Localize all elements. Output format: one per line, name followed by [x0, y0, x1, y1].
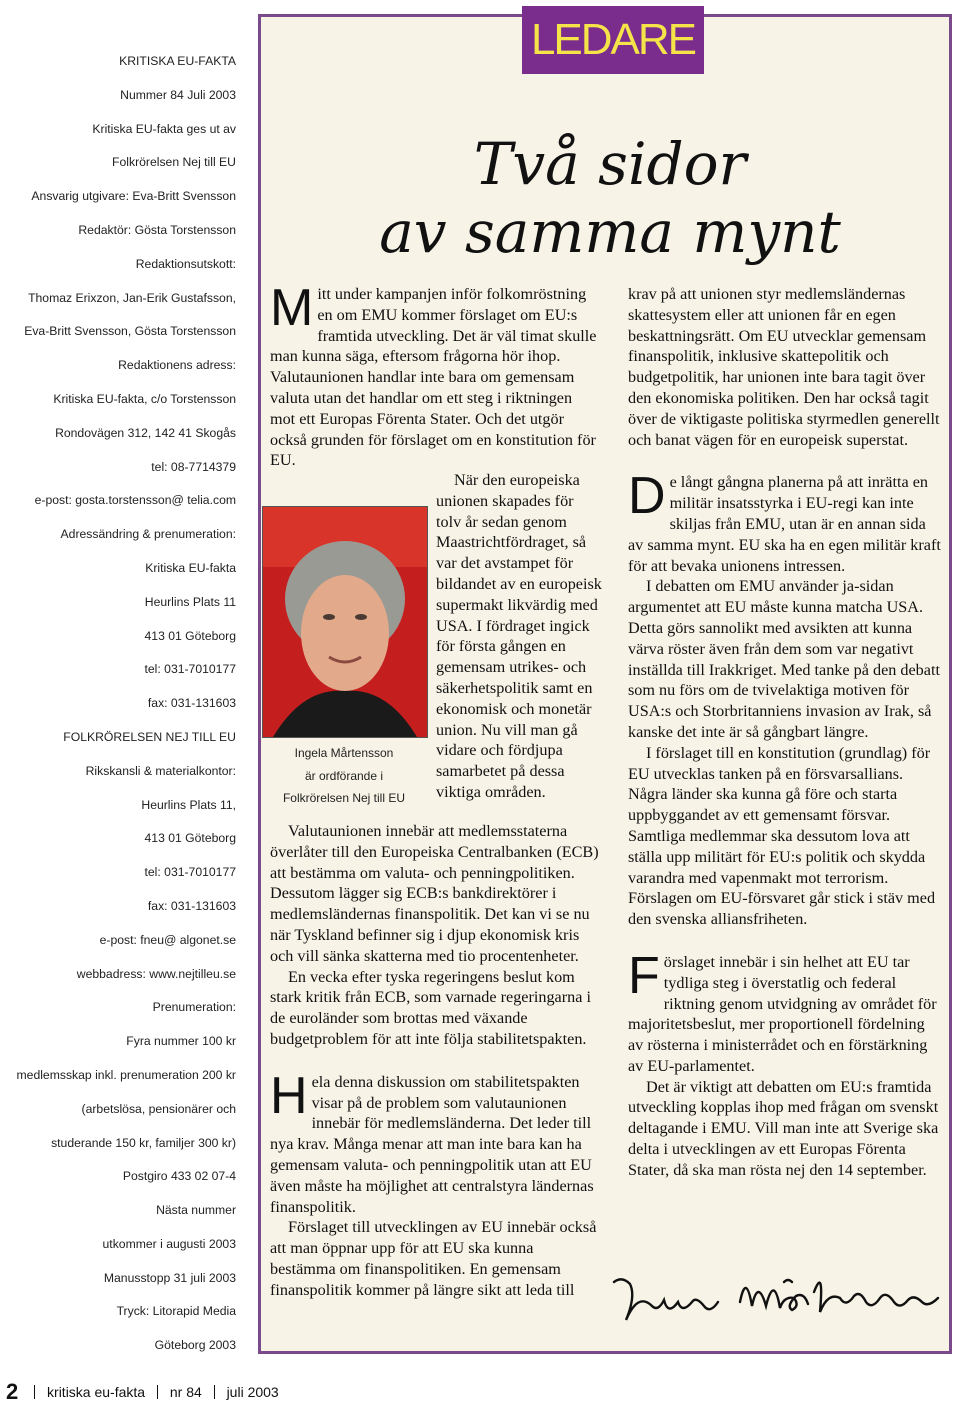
masthead-line: FOLKRÖRELSEN NEJ TILL EU — [63, 729, 236, 744]
paragraph: En vecka efter tyska regeringens beslut kom stark kritik från ECB, som varnade regeringarna i de euroländer som brottas med växande budgetproblem för att inte följa stabilitetspakten. — [270, 967, 591, 1048]
page-footer — [6, 1379, 279, 1405]
masthead-line: Manusstopp 31 juli 2003 — [103, 1270, 236, 1285]
drop-cap: D — [628, 467, 666, 526]
masthead-line: Prenumeration: — [152, 1000, 236, 1015]
masthead-line: utkommer i augusti 2003 — [102, 1236, 236, 1251]
masthead-line: Postgiro 433 02 07-4 — [122, 1169, 236, 1184]
masthead-line: medlemsskap inkl. prenumeration 200 kr — [16, 1067, 236, 1082]
article-title — [260, 130, 960, 266]
masthead-line: Ansvarig utgivare: Eva-Britt Svensson — [31, 189, 236, 204]
column-1-narrow — [436, 470, 602, 803]
masthead-line: tel: 031-7010177 — [144, 865, 236, 880]
masthead-line: Heurlins Plats 11, — [141, 797, 236, 812]
masthead-line: Rikskansli & materialkontor: — [85, 763, 236, 778]
footer-divider — [157, 1385, 158, 1399]
handwritten-signature — [608, 1262, 952, 1334]
masthead-line: Eva-Britt Svensson, Gösta Torstensson — [24, 324, 236, 339]
column-1-bottom — [270, 821, 600, 1301]
masthead-line: Kritiska EU-fakta, c/o Torstensson — [53, 391, 236, 406]
footer-publication: kritiska eu-fakta — [47, 1384, 146, 1400]
masthead-line: Nästa nummer — [156, 1203, 236, 1218]
drop-cap: M — [270, 279, 314, 337]
caption-org: Folkrörelsen Nej till EU — [282, 791, 406, 805]
masthead — [0, 44, 236, 1362]
masthead-line: Folkrörelsen Nej till EU — [112, 155, 236, 170]
masthead-line: fax: 031-131603 — [147, 696, 236, 711]
page-number: 2 — [6, 1379, 19, 1404]
paragraph: örslaget innebär i sin helhet att EU tar tydliga steg i överstatlig och federal riktning genom utvidgning av området för majoritetsbeslut, mer proportionell fördelning av rösterna i ministerrådet och en förstärkning av EU-parlamentet. — [628, 952, 937, 1075]
masthead-line: 413 01 Göteborg — [144, 628, 236, 643]
paragraph: Det är viktigt att debatten om EU:s framtida utveckling kopplas ihop med frågan om svenskt deltagande i EMU. Vill man inte att Sverige ska delta i utvecklingen av ett Europas Förenta Stater, då ska man rösta nej den 14 september. — [628, 1077, 939, 1179]
masthead-line: Kritiska EU-fakta — [145, 560, 236, 575]
paragraph: ela denna diskussion om stabilitetspakten visar på de problem som valutaunionen innebär för medlemsländerna. Det leder till nya krav. Många menar att man inte bara kan ha gemensam valuta- och penningpolitik utan att EU även måste ha möjlighet att centralstyra ländernas finanspolitik. — [270, 1072, 594, 1216]
masthead-line: Adressändring & prenumeration: — [60, 527, 236, 542]
photo-caption — [262, 742, 426, 810]
masthead-line: Redaktionsutskott: — [135, 256, 236, 271]
paragraph: krav på att unionen styr medlemsländernas skattesystem eller att unionen får en egen beskattningsrätt. Om EU utvecklar gemensam finanspolitik, inklusive skattepolitik och budgetpolitik, har unionen inte bara tagit över den ekonomiska politiken. Den har också tagit över de viktigaste politiska styrmedlen generellt och banat vägen för en europeisk superstat. — [628, 285, 940, 449]
drop-cap: F — [628, 946, 660, 1005]
paragraph: Valutaunionen innebär att medlemsstaterna överlåter till den Europeiska Centralbanken (ECB) att bestämma om valuta- och penningpolitiken. Dessutom lägger sig ECB:s bankdirektörer i medlemsländernas finanspolitik. Det kan vi se nu när Tyskland befinner sig i djup ekonomisk kris och vill sänka skatterna med tio procentenheter. — [270, 822, 599, 965]
masthead-line: Rondovägen 312, 142 41 Skogås — [55, 425, 236, 440]
column-1-top — [270, 279, 600, 471]
paragraph: itt under kampanjen inför folkomröstning en om EMU kommer förslaget om EU:s framtida utveckling. Det är väl timat skulle man kunna säga, eftersom frågorna hör ihop. Valutaunionen handlar inte bara om gemensam valuta utan det handlar om ett steg i riktningen mot ett Europas Förenta Stater. Och det utgör också grunden för förslaget om en konstitution för EU. — [270, 285, 597, 470]
masthead-line: tel: 08-7714379 — [151, 459, 236, 474]
paragraph: I debatten om EMU använder ja-sidan argumentet att EU måste kunna matcha USA. Detta görs sannolikt med avsikten att kunna värva röster även från dem som var negativt inställda till Irakkriget. Med tanke på den debatt som nu förs om de tvivelaktiga motiven för USA:s och Storbritanniens invasion av Irak, så kanske det inte är så gångbart längre. — [628, 577, 940, 741]
masthead-line: Heurlins Plats 11 — [144, 594, 236, 609]
masthead-line: Redaktör: Gösta Torstensson — [78, 222, 236, 237]
masthead-line: (arbetslösa, pensionärer och — [81, 1101, 236, 1116]
masthead-line: e-post: gosta.torstensson@ telia.com — [34, 493, 236, 508]
paragraph: e långt gångna planerna på att inrätta en militär insatsstyrka i EU-regi kan inte skiljas från EMU, utan är en annan sida av samma mynt. EU ska ha en egen militär kraft för att bevaka unionens intressen. — [628, 473, 941, 575]
masthead-line: Redaktionens adress: — [118, 358, 236, 373]
masthead-line: Nummer 84 Juli 2003 — [120, 87, 236, 102]
caption-role: är ordförande i — [304, 768, 384, 783]
masthead-line: KRITISKA EU-FAKTA — [119, 54, 236, 68]
paragraph: Förslaget till utvecklingen av EU innebär också att man öppnar upp för att EU ska kunna bestämma om finanspolitiken. En gemensam finanspolitik kommer på längre sikt att leda till — [270, 1218, 597, 1299]
column-2 — [628, 284, 942, 1181]
title-line-2: av samma mynt — [379, 198, 841, 266]
masthead-line: e-post: fneu@ algonet.se — [99, 932, 236, 947]
masthead-line: Kritiska EU-fakta ges ut av — [92, 121, 236, 136]
masthead-line: Tryck: Litorapid Media — [116, 1304, 236, 1319]
drop-cap: H — [270, 1066, 308, 1125]
title-line-1: Två sidor — [473, 130, 747, 198]
caption-name: Ingela Mårtensson — [294, 746, 394, 760]
masthead-line: Göteborg 2003 — [154, 1338, 236, 1353]
masthead-line: Fyra nummer 100 kr — [126, 1034, 236, 1049]
masthead-line: webbadress: www.nejtilleu.se — [76, 966, 236, 981]
footer-issue: nr 84 — [169, 1384, 202, 1400]
footer-divider — [214, 1385, 215, 1399]
masthead-line: studerande 150 kr, familjer 300 kr) — [51, 1135, 236, 1150]
portrait-image — [263, 507, 427, 737]
footer-date: juli 2003 — [226, 1384, 279, 1400]
masthead-line: tel: 031-7010177 — [144, 662, 236, 677]
footer-divider — [34, 1385, 35, 1399]
portrait-photo — [262, 506, 428, 738]
masthead-line: Thomaz Erixzon, Jan-Erik Gustafsson, — [28, 290, 236, 305]
paragraph: I förslaget till en konstitution (grundlag) för EU utvecklas tanken på en försvarsallians. Några länder ska kunna gå före och starta uppbyggandet av ett gemensamt försvar. Samtliga medlemmar ska dessutom lova att ställa upp militärt för EU:s politik och skydda varandra med vapenmakt mot terrorism. Förslagen om EU-försvaret går stick i stäv med den svenska alliansfriheten. — [628, 743, 936, 929]
masthead-line: 413 01 Göteborg — [144, 831, 236, 846]
paragraph: När den europeiska unionen skapades för tolv år sedan genom Maastrichtfördraget, så var det avstampet för bildandet av en europeisk supermakt likvärdig med USA. I fördraget ingick för första gången en gemensam utrikes- och säkerhetspolitik samt en ekonomisk och monetär union. Nu vill man gå vidare och fördjupa samarbetet på dessa viktiga områden. — [436, 471, 602, 801]
masthead-line: fax: 031-131603 — [147, 898, 236, 913]
section-label: LEDARE — [522, 6, 704, 74]
